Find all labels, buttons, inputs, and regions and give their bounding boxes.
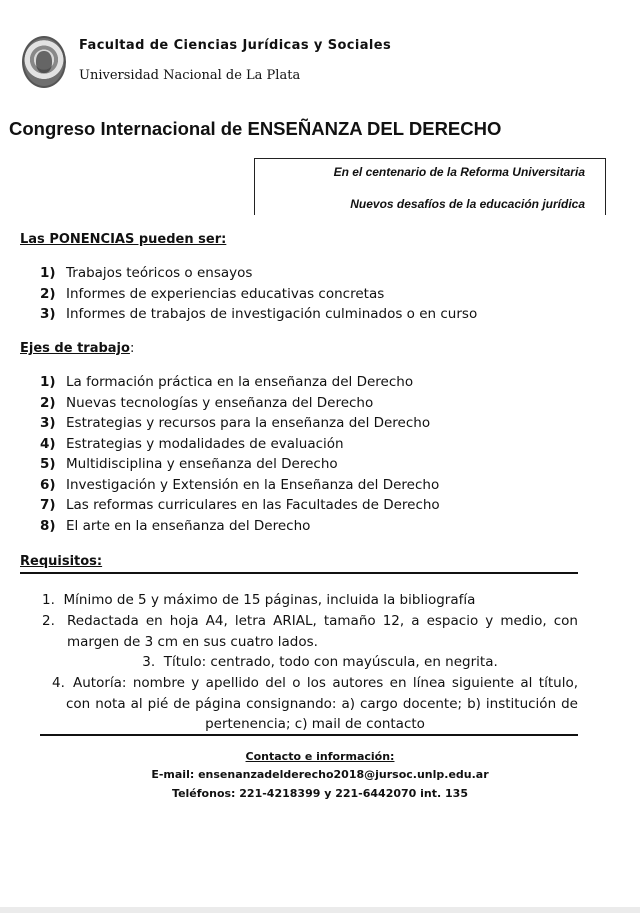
contacto-phones: Teléfonos: 221-4218399 y 221-6442070 int. 135 (172, 787, 468, 800)
subtitle-line-1: En el centenario de la Reforma Universitaria (333, 165, 585, 179)
page-bottom-edge (0, 907, 640, 913)
subtitle-box (254, 158, 606, 215)
ejes-heading: Ejes de trabajo: (20, 341, 135, 356)
subtitle-line-2: Nuevos desafíos de la educación jurídica (350, 197, 585, 211)
ponencias-list (40, 263, 477, 325)
list-item: 5) Multidisciplina y enseñanza del Derecho (40, 456, 338, 472)
divider (40, 734, 578, 736)
requisito-item-3: 3. Título: centrado, todo con mayúscula, en negrita. (142, 654, 498, 670)
list-item: 2) Nuevas tecnologías y enseñanza del Derecho (40, 394, 374, 411)
page-title: Congreso Internacional de ENSEÑANZA DEL DERECHO (9, 118, 502, 139)
list-item: 6) Investigación y Extensión en la Enseñanza del Derecho (40, 476, 440, 493)
university-seal-icon (22, 36, 66, 88)
list-item: 3) Informes de trabajos de investigación culminados o en curso (40, 306, 478, 322)
requisito-item-2: 2. Redactada en hoja A4, letra ARIAL, tamaño 12, a espacio y medio, con margen de 3 cm en sus cuatro lados. (42, 613, 578, 650)
requisito-item-1: 1. Mínimo de 5 y máximo de 15 páginas, incluida la bibliografía (42, 592, 476, 608)
requisito-item-4: 4. Autoría: nombre y apellido del o los autores en línea siguiente al título, con nota al pié de página consignando: a) cargo docente; b) institución de pertenencia; c) mail de contacto (52, 675, 578, 732)
university-name: Universidad Nacional de La Plata (79, 68, 301, 83)
contacto-email: E-mail: ensenanzadelderecho2018@jursoc.unlp.edu.ar (151, 768, 489, 781)
faculty-name: Facultad de Ciencias Jurídicas y Sociales (79, 38, 392, 53)
list-item: 4) Estrategias y modalidades de evaluación (40, 435, 344, 452)
list-item: 7) Las reformas curriculares en las Facultades de Derecho (40, 497, 440, 513)
contacto-heading: Contacto e información: (245, 750, 395, 763)
list-item: 3) Estrategias y recursos para la enseñanza del Derecho (40, 415, 431, 431)
list-item: 1) La formación práctica en la enseñanza del Derecho (40, 374, 414, 390)
list-item: 2) Informes de experiencias educativas concretas (40, 285, 385, 302)
list-item: 8) El arte en la enseñanza del Derecho (40, 517, 311, 534)
ejes-list (40, 372, 440, 536)
ponencias-heading: Las PONENCIAS pueden ser: (20, 232, 227, 247)
list-item: 1) Trabajos teóricos o ensayos (40, 265, 253, 281)
divider (20, 572, 578, 574)
requisitos-heading: Requisitos: (20, 554, 103, 569)
